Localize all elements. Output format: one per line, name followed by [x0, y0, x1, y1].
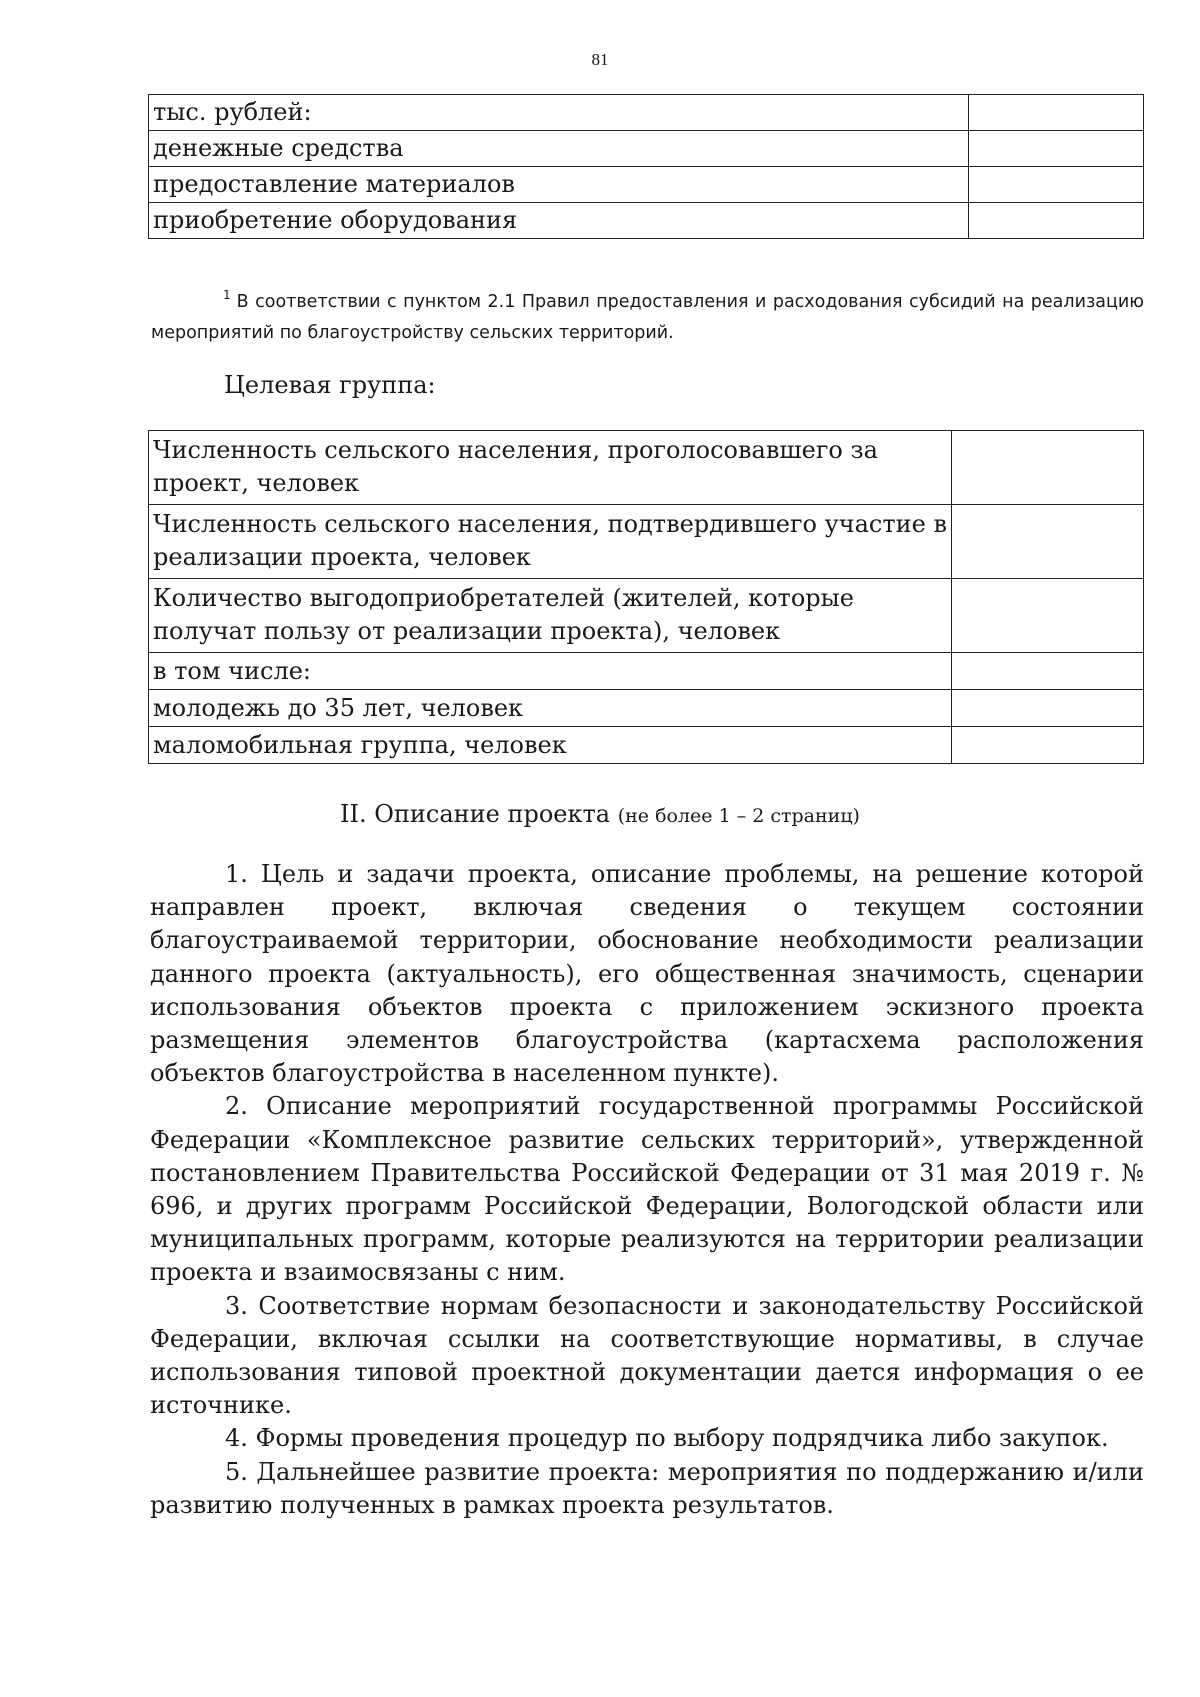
target-value-cell[interactable] — [952, 727, 1144, 764]
table-row — [149, 131, 1144, 167]
target-label: в том числе: — [149, 653, 952, 690]
paragraph: 4. Формы проведения процедур по выбору подрядчика либо закупок. — [225, 1424, 1109, 1453]
target-label: маломобильная группа, человек — [149, 727, 952, 764]
target-group-table — [148, 430, 1144, 764]
target-label: Численность сельского населения, проголосовавшего за проект, человек — [149, 431, 952, 505]
target-group-heading: Целевая группа: — [224, 371, 436, 399]
table-row — [149, 690, 1144, 727]
funding-value-cell[interactable] — [969, 167, 1144, 203]
table-row — [149, 431, 1144, 505]
target-value-cell[interactable] — [952, 505, 1144, 579]
funding-label: приобретение оборудования — [149, 203, 969, 239]
funding-label: денежные средства — [149, 131, 969, 167]
funding-label: предоставление материалов — [149, 167, 969, 203]
paragraph: 5. Дальнейшее развитие проекта: мероприятия по поддержанию и/или развитию полученных в рамках проекта результатов. — [150, 1457, 1144, 1519]
table-row — [149, 95, 1144, 131]
table-row — [149, 203, 1144, 239]
table-row — [149, 653, 1144, 690]
table-row — [149, 727, 1144, 764]
target-value-cell[interactable] — [952, 690, 1144, 727]
funding-table — [148, 94, 1144, 239]
section-heading — [0, 800, 1200, 828]
table-row — [149, 167, 1144, 203]
footnote-text: В соответствии с пунктом 2.1 Правил предоставления и расходования субсидий на реализацию мероприятий по благоустройству сельских территорий. — [151, 292, 1144, 343]
footnote — [151, 280, 1144, 349]
table-row — [149, 505, 1144, 579]
funding-value-cell[interactable] — [969, 203, 1144, 239]
paragraph: 2. Описание мероприятий государственной программы Российской Федерации «Комплексное развитие сельских территорий», утвержденной постановлением Правительства Российской Федерации от 31 мая 2019 г. № 696, и других программ Российской Федерации, Вологодской области или муниципальных программ, которые реализуются на территории реализации проекта и взаимосвязаны с ним. — [150, 1092, 1144, 1287]
target-label: молодежь до 35 лет, человек — [149, 690, 952, 727]
funding-label: тыс. рублей: — [149, 95, 969, 131]
target-value-cell[interactable] — [952, 579, 1144, 653]
section-title: II. Описание проекта — [340, 800, 611, 828]
funding-value-cell[interactable] — [969, 131, 1144, 167]
page-number: 81 — [591, 50, 609, 69]
paragraph: 3. Соответствие нормам безопасности и законодательству Российской Федерации, включая ссылки на соответствующие нормативы, в случае использования типовой проектной документации дается информация о ее источнике. — [150, 1291, 1144, 1420]
paragraph: 1. Цель и задачи проекта, описание проблемы, на решение которой направлен проект, включая сведения о текущем состоянии благоустраиваемой территории, обоснование необходимости реализации данного проекта (актуальность), его общественная значимость, сценарии использования объектов проекта с приложением эскизного проекта размещения элементов благоустройства (картасхема расположения объектов благоустройства в населенном пункте). — [150, 860, 1144, 1088]
target-value-cell[interactable] — [952, 653, 1144, 690]
target-value-cell[interactable] — [952, 431, 1144, 505]
funding-value-cell[interactable] — [969, 95, 1144, 131]
section-note: (не более 1 – 2 страниц) — [617, 805, 860, 827]
table-row — [149, 579, 1144, 653]
project-description — [150, 858, 1144, 1522]
target-label: Численность сельского населения, подтвердившего участие в реализации проекта, человек — [149, 505, 952, 579]
target-label: Количество выгодоприобретателей (жителей, которые получат пользу от реализации проекта), человек — [149, 579, 952, 653]
footnote-marker: 1 — [223, 288, 231, 302]
